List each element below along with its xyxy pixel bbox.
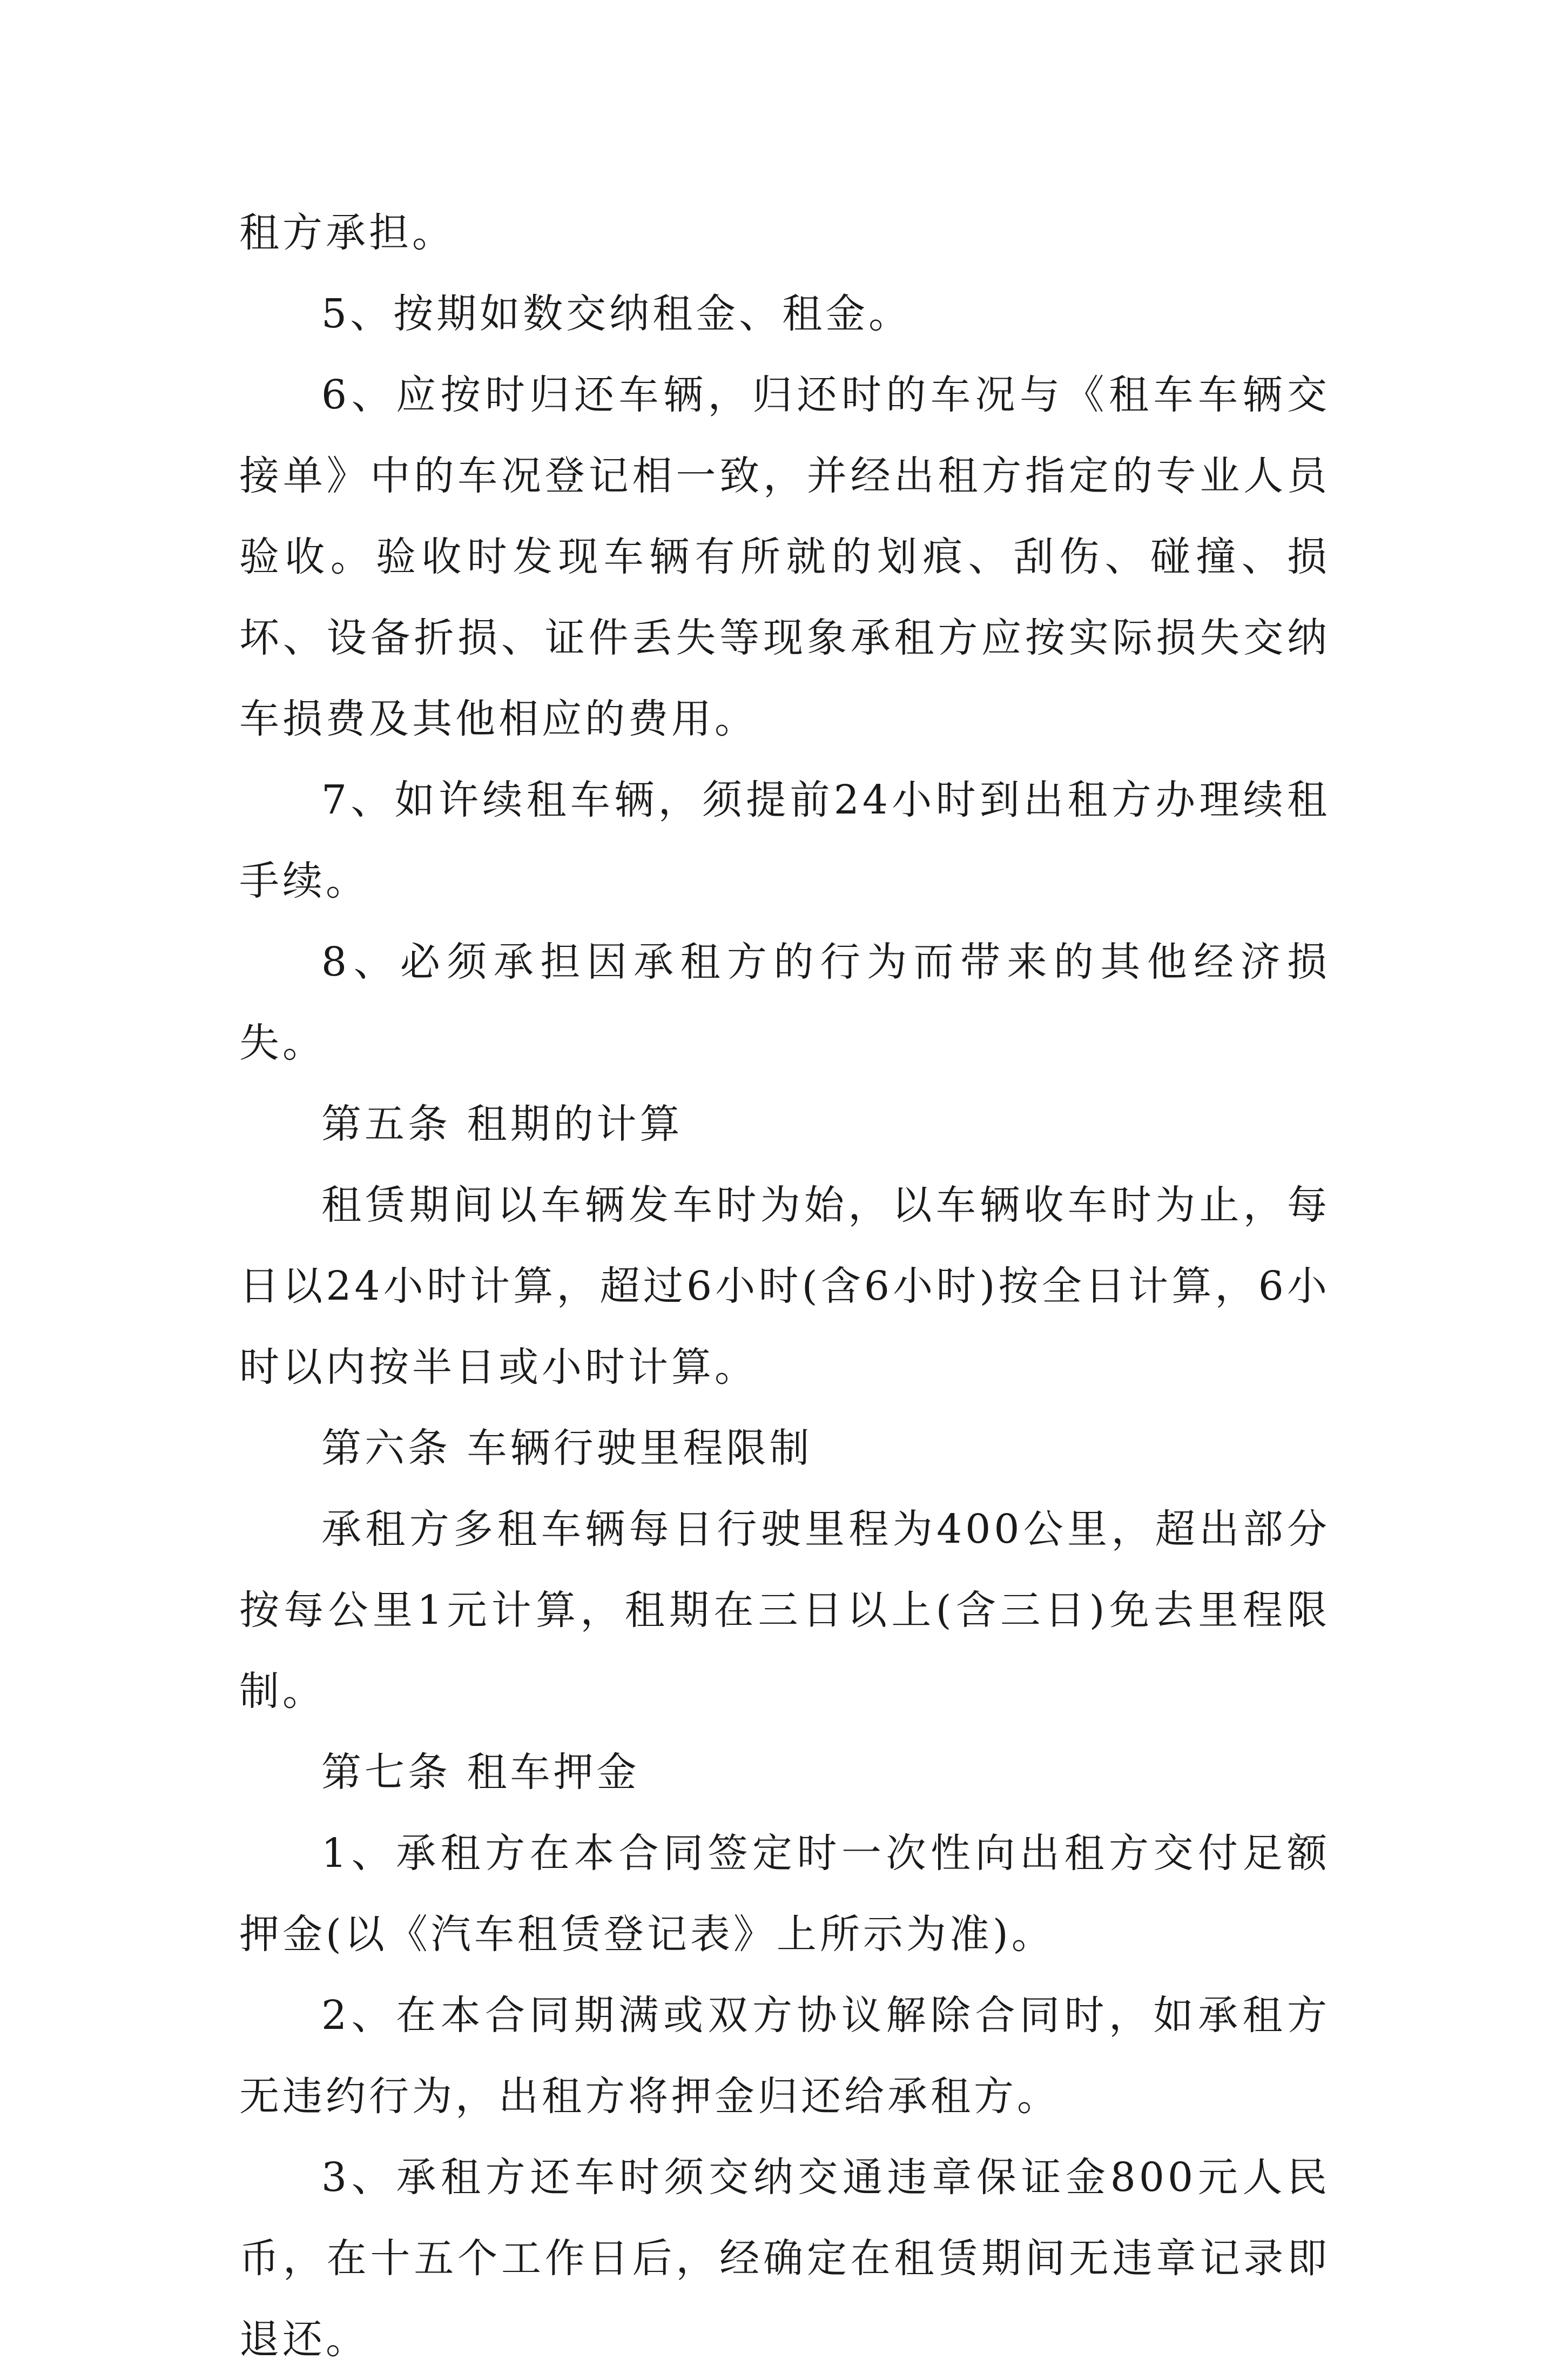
paragraph-continuation: 租方承担。 bbox=[239, 210, 455, 256]
article-5-body: 租赁期间以车辆发车时为始，以车辆收车时为止，每日以24小时计算，超过6小时(含6小时)按全日计算，6小时以内按半日或小时计算。 bbox=[239, 1182, 1330, 1390]
clause-item-5: 5、按期如数交纳租金、租金。 bbox=[321, 291, 912, 337]
article-6-heading: 第六条 车辆行驶里程限制 bbox=[321, 1425, 813, 1471]
article-7-item-3: 3、承租方还车时须交纳交通违章保证金800元人民币，在十五个工作日后，经确定在租赁期间无违章记录即退还。 bbox=[239, 2154, 1330, 2363]
article-7-heading: 第七条 租车押金 bbox=[321, 1749, 640, 1796]
clause-item-8: 8、必须承担因承租方的行为而带来的其他经济损失。 bbox=[239, 939, 1330, 1066]
clause-item-7: 7、如许续租车辆，须提前24小时到出租方办理续租手续。 bbox=[239, 777, 1330, 904]
article-6-body: 承租方多租车辆每日行驶里程为400公里，超出部分按每公里1元计算，租期在三日以上(含三日)免去里程限制。 bbox=[239, 1506, 1330, 1715]
clause-item-6: 6、应按时归还车辆，归还时的车况与《租车车辆交接单》中的车况登记相一致，并经出租方指定的专业人员验收。验收时发现车辆有所就的划痕、刮伤、碰撞、损坏、设备折损、证件丢失等现象承租方应按实际损失交纳车损费及其他相应的费用。 bbox=[239, 372, 1330, 742]
article-7-item-2: 2、在本合同期满或双方协议解除合同时，如承租方无违约行为，出租方将押金归还给承租方。 bbox=[239, 1992, 1330, 2120]
article-7-item-1: 1、承租方在本合同签定时一次性向出租方交付足额押金(以《汽车租赁登记表》上所示为准)。 bbox=[239, 1830, 1330, 1958]
document-body bbox=[239, 192, 1330, 2380]
article-5-heading: 第五条 租期的计算 bbox=[321, 1101, 683, 1147]
